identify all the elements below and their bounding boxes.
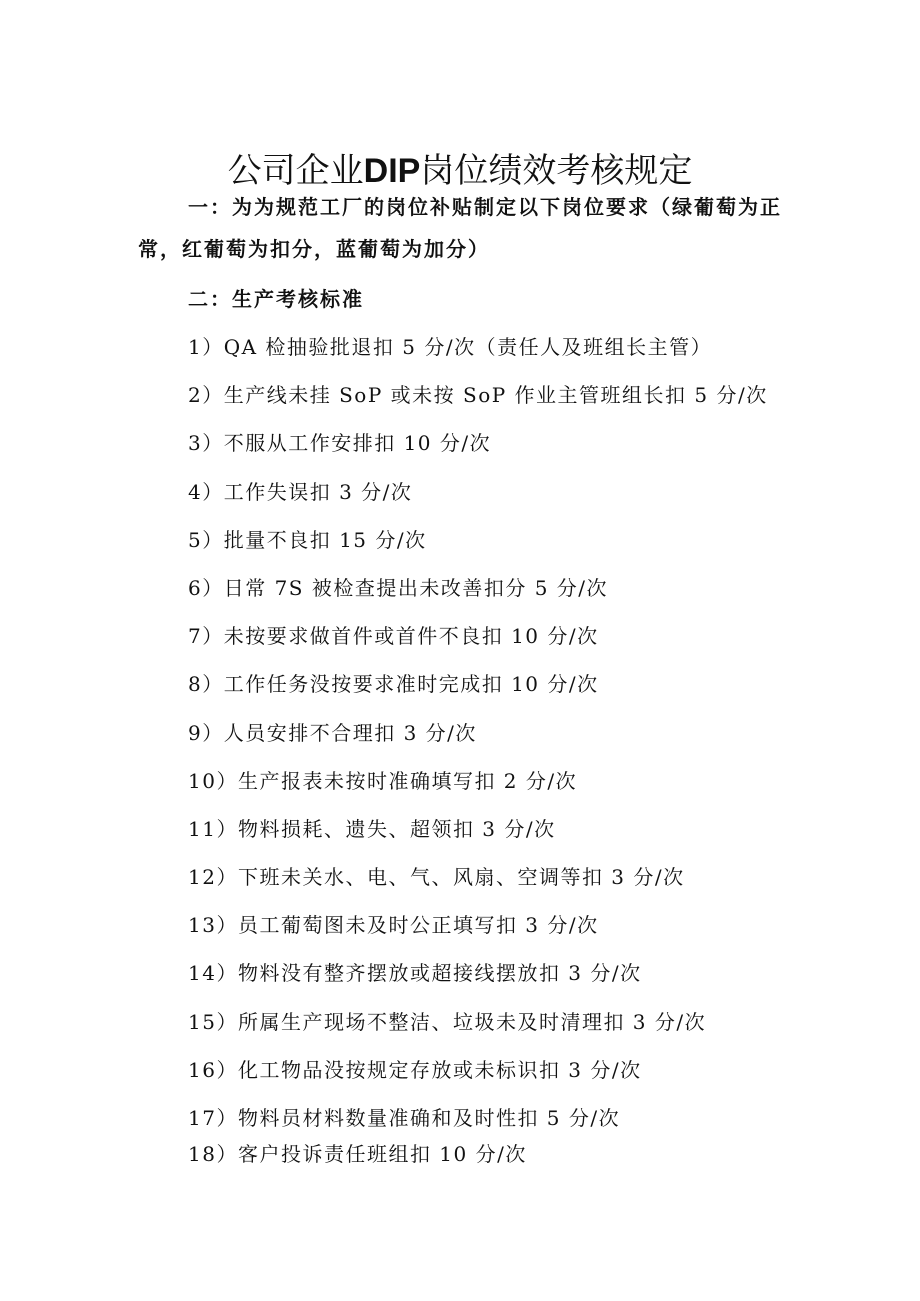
rule-item: 18）客户投诉责任班组扣 10 分/次 bbox=[188, 1142, 527, 1166]
rules-list bbox=[188, 331, 768, 1186]
rule-item: 8）工作任务没按要求准时完成扣 10 分/次 bbox=[188, 672, 599, 697]
rule-item: 16）化工物品没按规定存放或未标识扣 3 分/次 bbox=[188, 1057, 642, 1082]
rule-item: 12）下班未关水、电、气、风扇、空调等扣 3 分/次 bbox=[188, 865, 685, 890]
rule-item: 7）未按要求做首件或首件不良扣 10 分/次 bbox=[188, 624, 599, 649]
rule-item: 5）批量不良扣 15 分/次 bbox=[188, 527, 427, 552]
rule-item: 9）人员安排不合理扣 3 分/次 bbox=[188, 720, 477, 745]
rule-item: 6）日常 7S 被检查提出未改善扣分 5 分/次 bbox=[188, 575, 609, 600]
rule-item: 4）工作失误扣 3 分/次 bbox=[188, 479, 413, 504]
rule-item: 14）物料没有整齐摆放或超接线摆放扣 3 分/次 bbox=[188, 961, 642, 986]
rule-item: 11）物料损耗、遗失、超领扣 3 分/次 bbox=[188, 816, 556, 841]
rule-item: 2）生产线未挂 SoP 或未按 SoP 作业主管班组长扣 5 分/次 bbox=[188, 383, 768, 408]
title-latin: DIP bbox=[363, 151, 421, 190]
title-prefix: 公司企业 bbox=[227, 150, 364, 191]
intro-paragraph: 一：为为规范工厂的岗位补贴制定以下岗位要求（绿葡萄为正常，红葡萄为扣分，蓝葡萄为加分） bbox=[138, 195, 782, 261]
rule-item: 17）物料员材料数量准确和及时性扣 5 分/次 bbox=[188, 1106, 621, 1130]
rule-item: 1）QA 检抽验批退扣 5 分/次（责任人及班组长主管） bbox=[188, 335, 713, 359]
rule-item: 13）员工葡萄图未及时公正填写扣 3 分/次 bbox=[188, 913, 599, 938]
section-heading-production: 二：生产考核标准 bbox=[188, 287, 364, 311]
rule-item: 10）生产报表未按时准确填写扣 2 分/次 bbox=[188, 768, 578, 793]
rule-item: 15）所属生产现场不整洁、垃圾未及时清理扣 3 分/次 bbox=[188, 1009, 707, 1034]
rule-item: 3）不服从工作安排扣 10 分/次 bbox=[188, 431, 492, 456]
title-suffix: 岗位绩效考核规定 bbox=[420, 150, 693, 191]
